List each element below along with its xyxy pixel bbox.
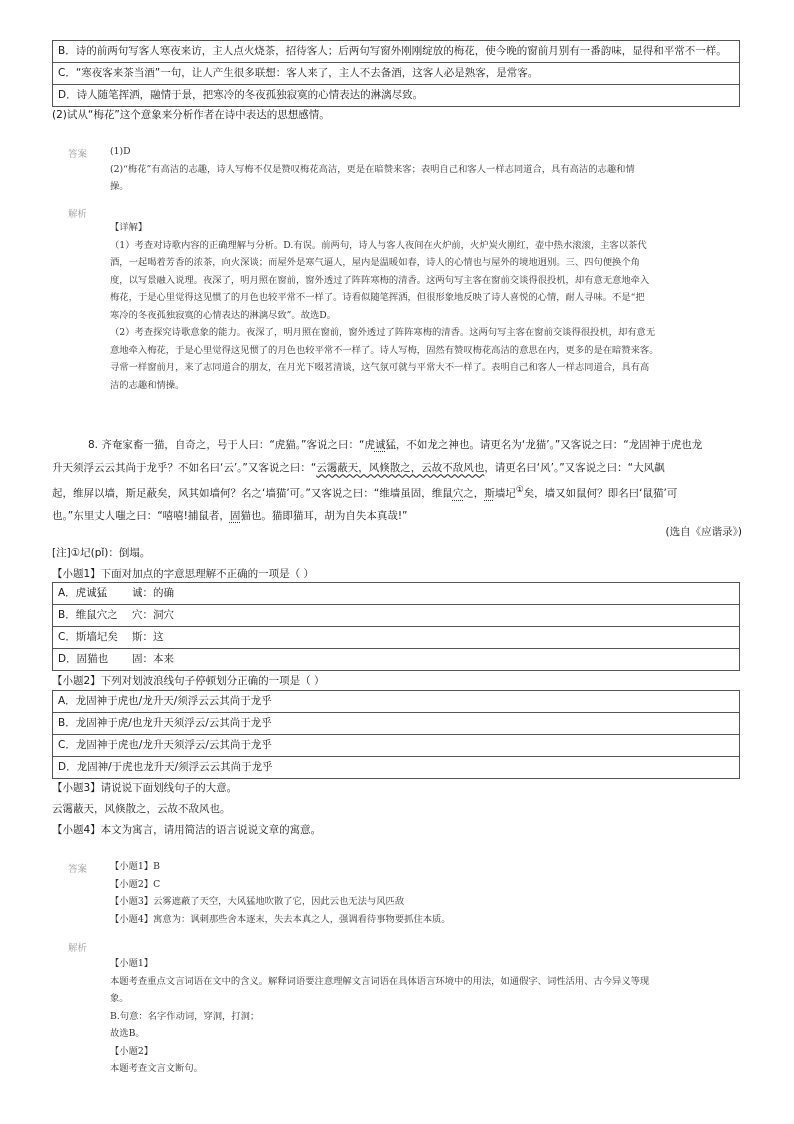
passage-line: 也。”东里丈人嗤之曰：“嘻嘻!捕鼠者，固猫也。猫即猫耳，胡为自失本真哉!” xyxy=(52,510,408,522)
analysis-line: 梅花，于是心里觉得这见惯了的月色也较平常不一样了。诗看似随笔挥洒，但很形象地反映了诗人喜悦的心情，耐人寻味。不是“把 xyxy=(110,292,645,303)
analysis-line: 【小题2】 xyxy=(110,1045,154,1057)
passage-line: 升天须浮云云其尚于龙乎？不如名曰‘云’。”又客说之曰：“云霭蔽天，风倏散之，云故不敌风也，请更名曰‘风’。”又客说之曰：“大风飙 xyxy=(52,461,665,474)
option-b: B．维鼠穴之 穴：洞穴 xyxy=(53,605,740,627)
analysis-block-2 xyxy=(110,955,649,1078)
answer-label: 答案 xyxy=(68,149,88,160)
answer-block-1 xyxy=(110,143,635,196)
analysis-line: （1）考查对诗歌内容的正确理解与分析。D.有误。前两句，诗人与客人夜间在火炉前，火炉炭火刚红，壶中热水滚滚，主客以茶代 xyxy=(110,239,647,251)
question-2-prompt: (2)试从“梅花”这个意象来分析作者在诗中表达的思想感情。 xyxy=(52,109,330,121)
wavy-underlined-sentence: 云霭蔽天，风倏散之，云故不敌风也 xyxy=(316,461,485,474)
answer-line: 【小题1】B xyxy=(110,861,160,872)
option-d: D．固猫也 固：本来 xyxy=(53,649,740,671)
analysis-label: 解析 xyxy=(68,943,88,954)
analysis-line: B.句意：名字作动词，穿洞，打洞； xyxy=(110,1010,260,1022)
passage-line: 8. 齐奄家畜一猫，自奇之，号于人曰：“虎猫。”客说之曰：“虎诚猛，不如龙之神也。请更名为‘龙猫’。”又客说之曰：“龙固神于虎也龙 xyxy=(88,439,703,451)
analysis-line: 象。 xyxy=(110,993,129,1004)
analysis-line: 故选B。 xyxy=(110,1028,145,1039)
analysis-line: 洁的志趣和情操。 xyxy=(110,379,185,391)
sub-question-2-prompt: 【小题2】下列对划波浪线句子停顿划分正确的一项是（ ） xyxy=(52,675,325,687)
analysis-line: 意地牵入梅花，于是心里觉得这见惯了的月色也较平常不一样了。诗人写梅，固然有赞叹梅花高洁的意思在内，更多的是在暗赞来客。 xyxy=(110,344,659,356)
prev-options-table xyxy=(52,40,740,107)
dotted-char: 诚 xyxy=(374,439,386,451)
option-b: B．诗的前两句写客人寒夜来访，主人点火烧茶，招待客人；后两句写窗外刚刚绽放的梅花，使今晚的窗前月别有一番韵味，显得和平常不一样。 xyxy=(53,41,740,63)
answer-line: 【小题4】寓意为：讽刺那些舍本逐末，失去本真之人，强调看待事物要抓住本质。 xyxy=(110,913,451,925)
passage-source: (选自《应谐录》) xyxy=(665,526,742,538)
answer-line: (2)“梅花”有高洁的志趣，诗人写梅不仅是赞叹梅花高洁，更是在暗赞来客；表明自己和客人一样志同道合，具有高洁的志趣和情 xyxy=(110,163,635,175)
option-a: A．虎诚猛 诚：的确 xyxy=(53,583,740,605)
sub-question-3-prompt: 【小题3】请说说下面划线句子的大意。 xyxy=(52,782,238,794)
analysis-line: 【小题1】 xyxy=(110,958,154,969)
sub-question-3-sentence: 云霭蔽天，风倏散之，云故不敌风也。 xyxy=(52,803,231,815)
sub-question-4-prompt: 【小题4】本文为寓言，请用简洁的语言说说文章的寓意。 xyxy=(52,824,322,836)
option-c: C．龙固神于虎也/龙升天须浮云/云其尚于龙乎 xyxy=(53,735,740,757)
analysis-line: （2）考查探究诗歌意象的能力。夜深了，明月照在窗前，窗外透过了阵阵寒梅的清香。这两句写主客在窗前交谈得很投机，却有意无 xyxy=(110,327,656,338)
analysis-line: 度，以写景融入说理。夜深了，明月照在窗前，窗外透过了阵阵寒梅的清香。这两句写主客在窗前交谈得很投机，却有意无意地牵入 xyxy=(110,274,650,286)
answer-line: 【小题2】C xyxy=(110,878,161,890)
option-d: D．龙固神/于虎也龙升天/须浮云云其尚于龙乎 xyxy=(53,757,740,779)
analysis-label: 解析 xyxy=(68,209,88,220)
option-b: B．龙固神于虎/也龙升天须浮云/云其尚于龙乎 xyxy=(53,713,740,735)
passage-line: 起，维屏以墙，斯足蔽矣，风其如墙何？名之‘墙猫’可。”又客说之曰：“维墙虽固，维鼠穴之，斯墙圮①矣，墙又如鼠何？即名曰‘鼠猫’可 xyxy=(52,485,678,500)
option-a: A．龙固神于虎也/龙升天/须浮云云其尚于龙乎 xyxy=(53,691,740,713)
sub-question-1-options xyxy=(52,582,740,671)
dotted-char: 斯 xyxy=(484,487,495,500)
answer-line: 【小题3】云雾遮蔽了天空，大风猛地吹散了它，因此云也无法与风匹敌 xyxy=(110,896,405,907)
analysis-line: 本题考查重点文言词语在文中的含义。解释词语要注意理解文言词语在具体语言环境中的用法，如通假字、词性活用、古今异义等现 xyxy=(110,975,650,987)
analysis-line: 【详解】 xyxy=(110,222,148,233)
passage xyxy=(52,434,702,528)
option-d: D．诗人随笔挥洒，融情于景，把寒冷的冬夜孤独寂寞的心情表达的淋漓尽致。 xyxy=(53,85,740,107)
footnote-marker: ① xyxy=(515,485,524,495)
analysis-line: 酒，一起喝着芳香的浓茶，向火深谈；而屋外是寒气逼人，屋内是温暖如春，诗人的心情也与屋外的境地迥别。三、四句便换个角 xyxy=(110,257,640,268)
sub-question-1-prompt: 【小题1】下面对加点的字意思理解不正确的一项是（ ） xyxy=(52,568,315,580)
analysis-block-1 xyxy=(110,219,659,394)
answer-line: (1)D xyxy=(110,146,131,157)
answer-label: 答案 xyxy=(68,864,88,875)
analysis-line: 寻常一样窗前月，来了志同道合的朋友，在月光下啜茗清谈，这气氛可就与平常大不一样了。表明自己和客人一样志同道合，具有高 xyxy=(110,362,650,373)
analysis-line: 本题考查文言文断句。 xyxy=(110,1063,203,1074)
option-c: C．“寒夜客来茶当酒”一句，让人产生很多联想：客人来了，主人不去备酒，这客人必是熟客，是常客。 xyxy=(53,63,740,85)
answer-line: 操。 xyxy=(110,181,129,192)
sub-question-2-options xyxy=(52,690,740,779)
dotted-char: 固 xyxy=(229,510,241,522)
dotted-char: 穴 xyxy=(452,487,464,500)
answer-block-2 xyxy=(110,858,451,928)
footnote: [注]①圮(pǐ)：倒塌。 xyxy=(52,547,151,559)
option-c: C．斯墙圮矣 斯：这 xyxy=(53,627,740,649)
analysis-line: 寒冷的冬夜孤独寂寞的心情表达的淋漓尽致”。故选D。 xyxy=(110,309,337,321)
